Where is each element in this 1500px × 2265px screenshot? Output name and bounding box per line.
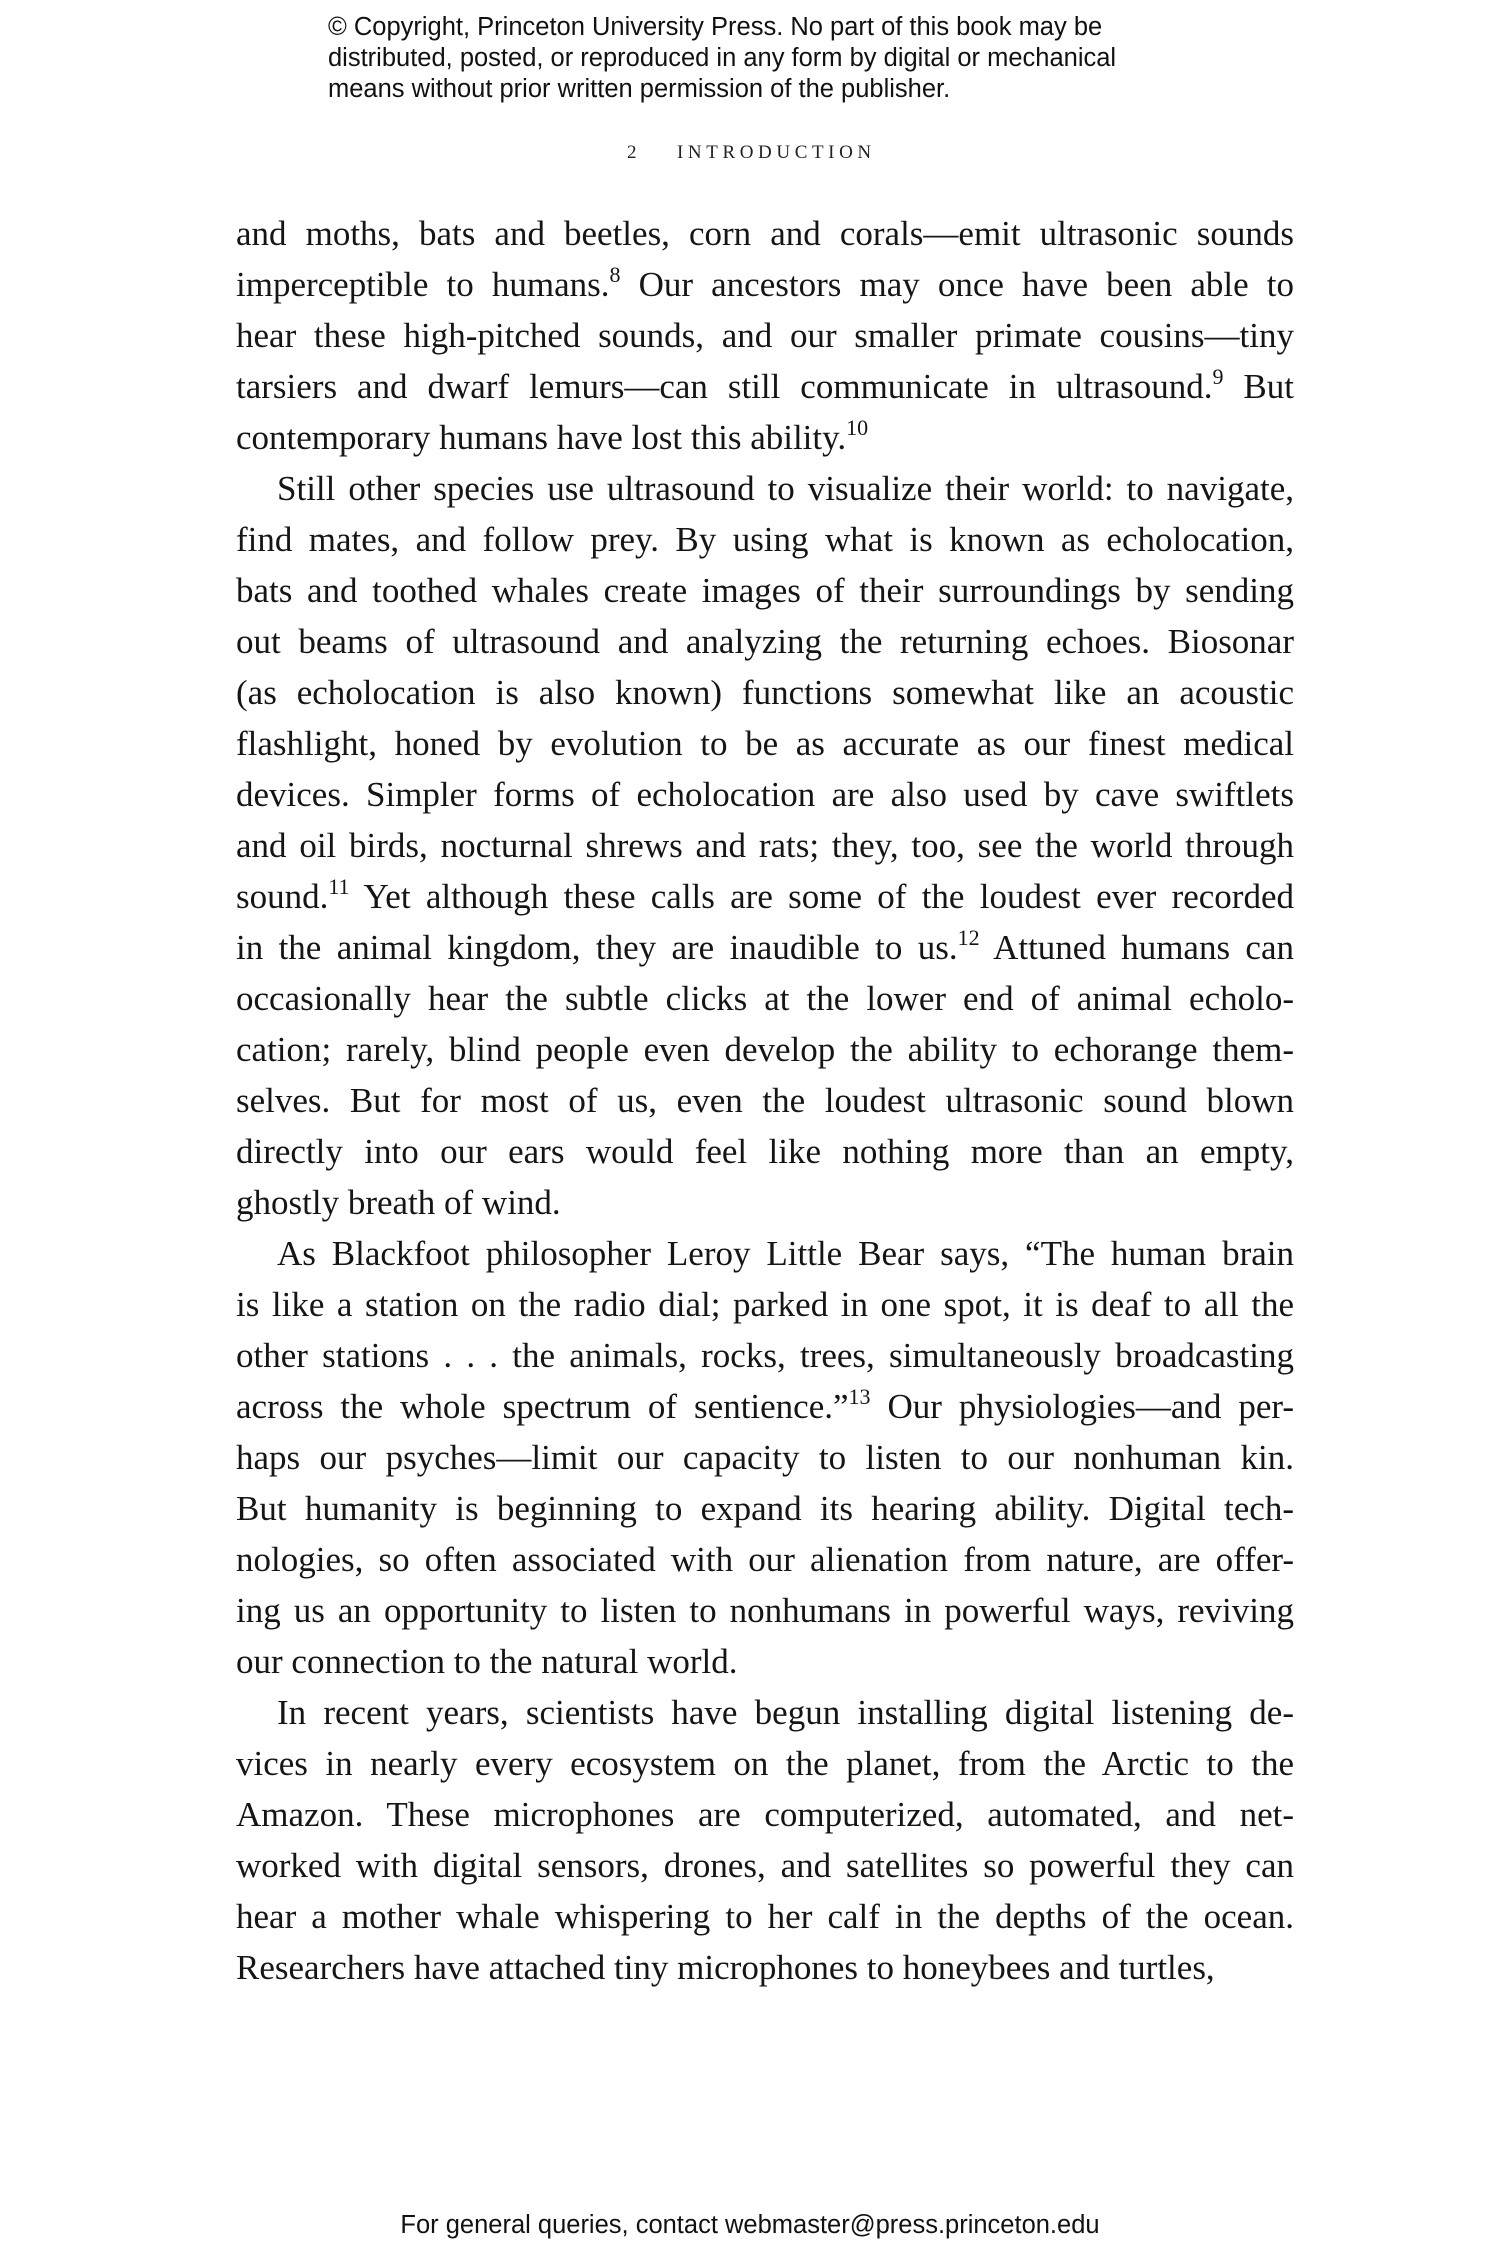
footnote-reference[interactable]: 11	[328, 874, 350, 899]
text-line: Still other species use ultrasound to visualize their world: to navigate,	[277, 469, 1294, 508]
copyright-line: © Copyright, Princeton University Press. No part of this book may be	[328, 13, 1103, 41]
paragraph	[236, 463, 1294, 1228]
text-line	[236, 1381, 1294, 1432]
footnote-reference[interactable]: 10	[846, 415, 869, 440]
text-line: Researchers have attached tiny microphones to honeybees and turtles,	[236, 1948, 1215, 1987]
paragraph	[236, 1228, 1294, 1687]
text-line: directly into our ears would feel like nothing more than an empty,	[236, 1132, 1294, 1171]
text-line	[236, 412, 1294, 463]
text-segment: But	[1223, 367, 1295, 406]
text-line: selves. But for most of us, even the loudest ultrasonic sound blown	[236, 1081, 1294, 1120]
text-line: find mates, and follow prey. By using what is known as echolocation,	[236, 520, 1294, 559]
text-segment: tarsiers and dwarf lemurs—can still communicate in ultrasound.	[236, 367, 1213, 406]
footnote-reference[interactable]: 8	[609, 262, 621, 287]
footer-contact: For general queries, contact webmaster@press.princeton.edu	[400, 2211, 1100, 2239]
footnote-reference[interactable]: 13	[848, 1384, 871, 1409]
text-segment: imperceptible to humans.	[236, 265, 610, 304]
text-line: and moths, bats and beetles, corn and corals—emit ultrasonic sounds	[236, 214, 1294, 253]
copyright-line: means without prior written permission of the publisher.	[328, 75, 951, 103]
text-line: is like a station on the radio dial; parked in one spot, it is deaf to all the	[236, 1285, 1294, 1324]
text-line: our connection to the natural world.	[236, 1642, 738, 1681]
text-line: nologies, so often associated with our alienation from nature, are offer-	[236, 1540, 1294, 1579]
text-segment: contemporary humans have lost this ability.	[236, 418, 847, 457]
paragraph	[236, 1687, 1294, 1993]
section-title: INTRODUCTION	[677, 142, 876, 163]
text-line: But humanity is beginning to expand its hearing ability. Digital tech-	[236, 1489, 1294, 1528]
text-segment: Our physiologies—and per-	[870, 1387, 1295, 1426]
text-line: bats and toothed whales create images of their surroundings by sending	[236, 571, 1294, 610]
paragraph	[236, 208, 1294, 463]
text-line: In recent years, scientists have begun installing digital listening de-	[277, 1693, 1294, 1732]
text-line: worked with digital sensors, drones, and satellites so powerful they can	[236, 1846, 1294, 1885]
text-line: flashlight, honed by evolution to be as accurate as our finest medical	[236, 724, 1294, 763]
text-segment: Yet although these calls are some of the loudest ever recorded	[349, 877, 1294, 916]
text-line: haps our psyches—limit our capacity to listen to our nonhuman kin.	[236, 1438, 1294, 1477]
text-line: ing us an opportunity to listen to nonhumans in powerful ways, reviving	[236, 1591, 1294, 1630]
text-segment: sound.	[236, 877, 329, 916]
page-number: 2	[627, 142, 637, 163]
text-line: (as echolocation is also known) functions somewhat like an acoustic	[236, 673, 1294, 712]
text-line: and oil birds, nocturnal shrews and rats; they, too, see the world through	[236, 826, 1294, 865]
text-line: As Blackfoot philosopher Leroy Little Bear says, “The human brain	[277, 1234, 1294, 1273]
body-text	[236, 208, 1294, 1993]
text-line: hear these high-pitched sounds, and our smaller primate cousins—tiny	[236, 316, 1294, 355]
text-line: ghostly breath of wind.	[236, 1183, 561, 1222]
text-line	[236, 361, 1294, 412]
text-segment: across the whole spectrum of sentience.”	[236, 1387, 849, 1426]
text-line: other stations . . . the animals, rocks, trees, simultaneously broadcasting	[236, 1336, 1294, 1375]
text-line	[236, 259, 1294, 310]
footnote-reference[interactable]: 9	[1212, 364, 1224, 389]
copyright-notice	[328, 12, 1228, 105]
text-line: cation; rarely, blind people even develop the ability to echorange them-	[236, 1030, 1294, 1069]
text-segment: in the animal kingdom, they are inaudible to us.	[236, 928, 958, 967]
text-line	[236, 922, 1294, 973]
text-line: out beams of ultrasound and analyzing the returning echoes. Biosonar	[236, 622, 1294, 661]
text-line: vices in nearly every ecosystem on the planet, from the Arctic to the	[236, 1744, 1294, 1783]
copyright-line: distributed, posted, or reproduced in any form by digital or mechanical	[328, 44, 1117, 72]
footnote-reference[interactable]: 12	[957, 925, 980, 950]
text-segment: Attuned humans can	[979, 928, 1294, 967]
text-line	[236, 871, 1294, 922]
text-line: occasionally hear the subtle clicks at the lower end of animal echolo-	[236, 979, 1294, 1018]
text-segment: Our ancestors may once have been able to	[620, 265, 1294, 304]
text-line: devices. Simpler forms of echolocation are also used by cave swiftlets	[236, 775, 1294, 814]
text-line: hear a mother whale whispering to her calf in the depths of the ocean.	[236, 1897, 1294, 1936]
text-line: Amazon. These microphones are computerized, automated, and net-	[236, 1795, 1294, 1834]
